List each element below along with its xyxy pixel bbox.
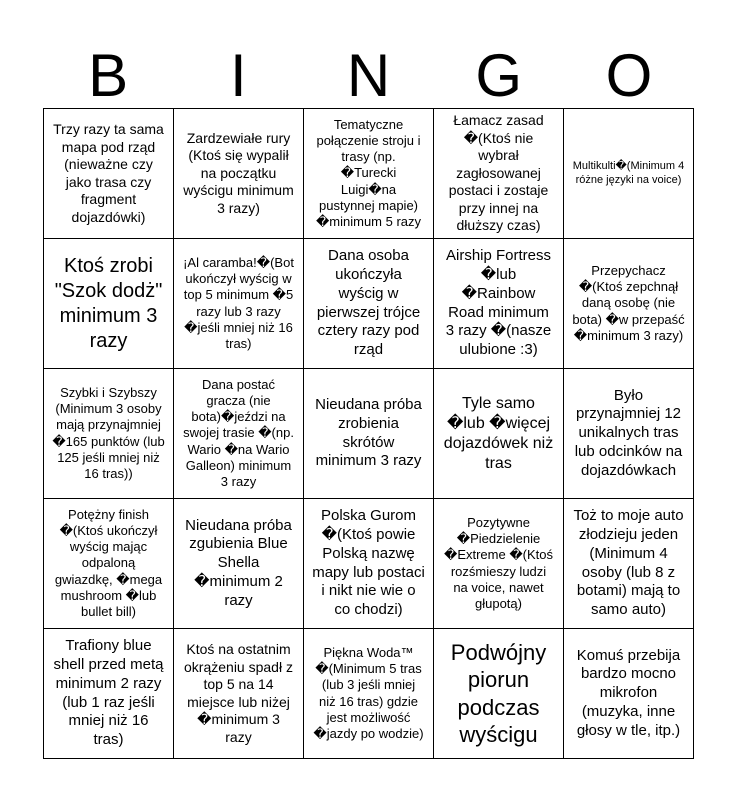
bingo-board bbox=[43, 108, 694, 759]
bingo-cell[interactable]: Ktoś zrobi "Szok dodż" minimum 3 razy bbox=[44, 239, 174, 369]
bingo-cell[interactable]: Piękna Woda™ �(Minimum 5 tras (lub 3 jeśli mniej niż 16 tras) gdzie jest możliwość �jazdy po wodzie) bbox=[304, 629, 434, 759]
bingo-cell[interactable]: Podwójny piorun podczas wyścigu bbox=[434, 629, 564, 759]
bingo-cell[interactable]: Polska Gurom �(Ktoś powie Polską nazwę mapy lub postaci i nikt nie wie o co chodzi) bbox=[304, 499, 434, 629]
bingo-cell[interactable]: Toż to moje auto złodzieju jeden (Minimum 4 osoby (lub 8 z botami) mają to samo auto) bbox=[564, 499, 694, 629]
title-letter-i: I bbox=[229, 42, 247, 109]
bingo-cell[interactable]: Dana postać gracza (nie bota)�jeździ na swojej trasie �(np. Wario �na Wario Galleon) minimum 3 razy bbox=[174, 369, 304, 499]
bingo-cell[interactable]: Szybki i Szybszy (Minimum 3 osoby mają przynajmniej �165 punktów (lub 125 jeśli mniej niż 16 tras)) bbox=[44, 369, 174, 499]
bingo-cell[interactable]: Multikulti�(Minimum 4 różne języki na voice) bbox=[564, 109, 694, 239]
bingo-cell[interactable]: Łamacz zasad �(Ktoś nie wybrał zagłosowanej postaci i zostaje przy innej na dłuższy czas) bbox=[434, 109, 564, 239]
bingo-cell[interactable]: ¡Al caramba!�(Bot ukończył wyścig w top 5 minimum �5 razy lub 3 razy �jeśli mniej niż 16 tras) bbox=[174, 239, 304, 369]
bingo-cell[interactable]: Pozytywne �Piedzielenie �Extreme �(Ktoś rozśmieszy ludzi na voice, nawet głupotą) bbox=[434, 499, 564, 629]
bingo-cell[interactable]: Było przynajmniej 12 unikalnych tras lub odcinków na dojazdówkach bbox=[564, 369, 694, 499]
bingo-cell[interactable]: Dana osoba ukończyła wyścig w pierwszej trójce cztery razy pod rząd bbox=[304, 239, 434, 369]
title-letter-g: G bbox=[475, 42, 523, 109]
bingo-cell[interactable]: Tematyczne połączenie stroju i trasy (np. �Turecki Luigi�na pustynnej mapie) �minimum 5 razy bbox=[304, 109, 434, 239]
bingo-cell[interactable]: Nieudana próba zgubienia Blue Shella �minimum 2 razy bbox=[174, 499, 304, 629]
bingo-cell[interactable]: Trafiony blue shell przed metą minimum 2 razy (lub 1 raz jeśli mniej niż 16 tras) bbox=[44, 629, 174, 759]
bingo-cell[interactable]: Przepychacz �(Ktoś zepchnął daną osobę (nie bota) �w przepaść �minimum 3 razy) bbox=[564, 239, 694, 369]
bingo-cell[interactable]: Airship Fortress �lub �Rainbow Road minimum 3 razy �(nasze ulubione :3) bbox=[434, 239, 564, 369]
title-letter-b: B bbox=[88, 42, 129, 109]
bingo-cell[interactable]: Zardzewiałe rury (Ktoś się wypalił na początku wyścigu minimum 3 razy) bbox=[174, 109, 304, 239]
title-letter-o: O bbox=[605, 42, 653, 109]
bingo-title bbox=[43, 42, 694, 110]
bingo-cell[interactable]: Potężny finish �(Ktoś ukończył wyścig mając odpaloną gwiazdkę, �mega mushroom �lub bullet bill) bbox=[44, 499, 174, 629]
bingo-cell[interactable]: Nieudana próba zrobienia skrótów minimum 3 razy bbox=[304, 369, 434, 499]
bingo-cell[interactable]: Komuś przebija bardzo mocno mikrofon (muzyka, inne głosy w tle, itp.) bbox=[564, 629, 694, 759]
bingo-cell[interactable]: Ktoś na ostatnim okrążeniu spadł z top 5 na 14 miejsce lub niżej �minimum 3 razy bbox=[174, 629, 304, 759]
bingo-cell[interactable]: Trzy razy ta sama mapa pod rząd (nieważne czy jako trasa czy fragment dojazdówki) bbox=[44, 109, 174, 239]
title-letter-n: N bbox=[346, 42, 391, 109]
bingo-cell[interactable]: Tyle samo �lub �więcej dojazdówek niż tras bbox=[434, 369, 564, 499]
